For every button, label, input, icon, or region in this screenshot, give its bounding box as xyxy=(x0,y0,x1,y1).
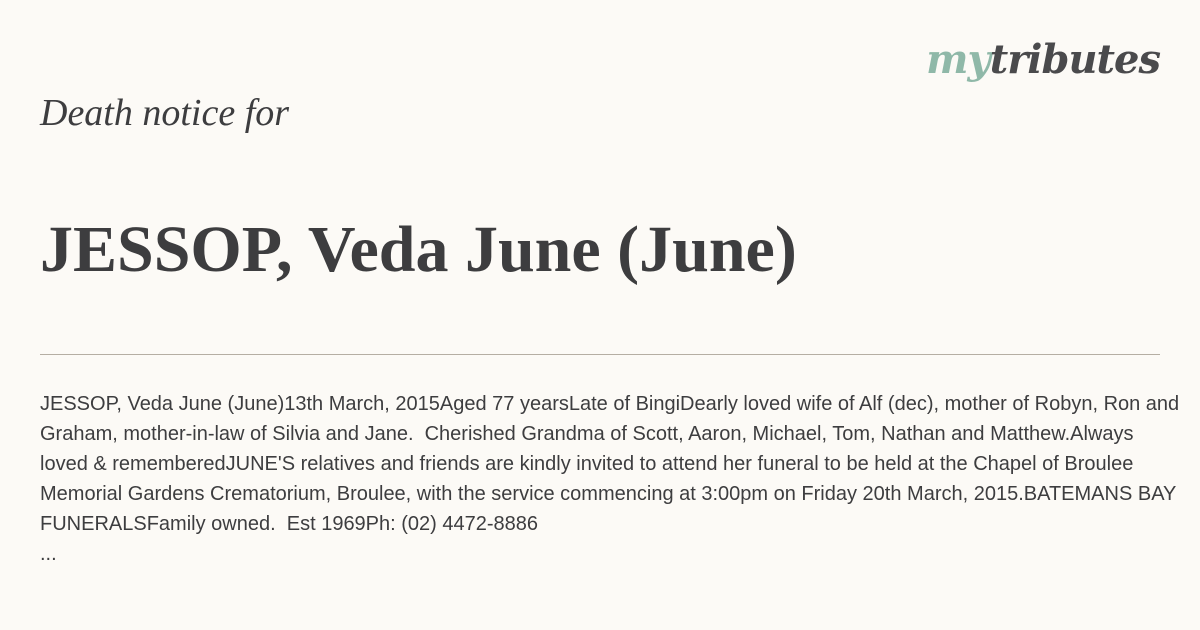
page-subtitle: Death notice for xyxy=(40,92,290,134)
mytributes-logo xyxy=(926,36,1160,84)
divider xyxy=(40,354,1160,355)
truncation-ellipsis: ... xyxy=(40,543,57,565)
deceased-name-title: JESSOP, Veda June (June) xyxy=(40,213,797,286)
death-notice-text: JESSOP, Veda June (June)13th March, 2015Aged 77 yearsLate of BingiDearly loved wife of Alf (dec), mother of Robyn, Ron and Graham, mother-in-law of Silvia and Jane. Cherished Grandma of Scott, Aaron, Michael, Tom, Nathan and Matthew.Always loved & rememberedJUNE'S relatives and friends are kindly invited to attend her funeral to be held at the Chapel of Broulee Memorial Gardens Crematorium, Broulee, with the service commencing at 3:00pm on Friday 20th March, 2015.BATEMANS BAY FUNERALSFamily owned. Est 1969Ph: (02) 4472-8886 xyxy=(40,393,1185,535)
logo-tributes: tributes xyxy=(989,36,1160,83)
logo-my: my xyxy=(926,36,990,83)
